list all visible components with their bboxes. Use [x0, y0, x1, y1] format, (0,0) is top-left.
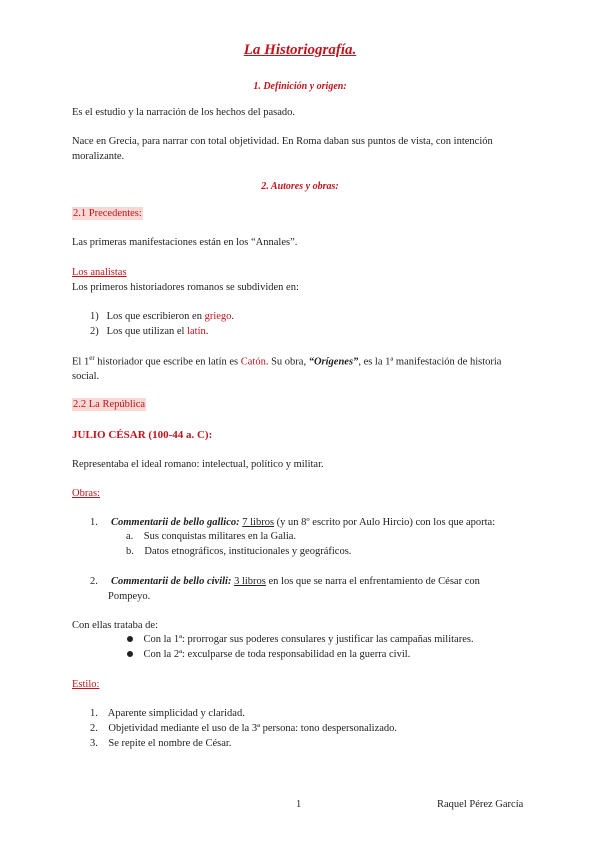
- obras-heading: Obras:: [72, 488, 100, 499]
- author-julio-cesar: JULIO CÉSAR (100-44 a. C):: [72, 429, 213, 441]
- caton-text-mid2: . Su obra,: [265, 356, 309, 368]
- estilo-item-1: [90, 707, 546, 722]
- estilo-heading: Estilo:: [72, 679, 100, 690]
- bullet-prefix: Con la 1ª:: [143, 634, 188, 645]
- estilo-item-3: [90, 737, 546, 752]
- list-text-end: .: [205, 326, 209, 337]
- list-number: 1.: [90, 708, 98, 719]
- analistas-text: Los primeros historiadores romanos se subdividen en:: [72, 282, 299, 293]
- subsection-republica: [72, 398, 528, 413]
- list-number: 2): [90, 326, 99, 337]
- bullet-text: prorrogar sus poderes consulares y justificar las campañas militares.: [187, 634, 474, 645]
- estilo-item-2: [90, 722, 546, 737]
- con-ellas-text: Con ellas trataba de:: [72, 620, 159, 631]
- republica-heading: 2.2 La República: [73, 399, 146, 410]
- list-text: Objetividad mediante el uso de la 3ª persona: tono despersonalizado.: [108, 723, 398, 734]
- list-number: 1.: [90, 517, 98, 528]
- subsection-precedentes: [72, 207, 528, 222]
- sub-number: a.: [126, 531, 134, 542]
- list-text-end: .: [231, 311, 235, 322]
- footer-author: Raquel Pérez García: [437, 799, 524, 810]
- obra-1-sub-a: [126, 530, 582, 545]
- page-title: La Historiografía.: [243, 42, 357, 58]
- section-heading-autores: 2. Autores y obras:: [261, 181, 339, 192]
- sub-text: Datos etnográficos, institucionales y geográficos.: [144, 546, 352, 557]
- bullet-prefix: Con la 2ª:: [143, 649, 188, 660]
- precedentes-paragraph: Las primeras manifestaciones están en los “Annales”.: [72, 237, 298, 248]
- list-text: Aparente simplicidad y claridad.: [107, 708, 245, 719]
- analistas-list-item-2: [90, 325, 546, 340]
- obra-text: en los que se narra el enfrentamiento de César con: [265, 576, 480, 587]
- precedentes-heading: 2.1 Precedentes:: [73, 208, 142, 219]
- list-number: 3.: [90, 738, 98, 749]
- purpose-bullet-1: [127, 633, 583, 648]
- obra-title: Commentarii de bello civili:: [111, 576, 232, 587]
- list-number: 2.: [90, 723, 98, 734]
- bullet-icon: [127, 651, 133, 657]
- sub-text: Sus conquistas militares en la Galia.: [143, 531, 297, 542]
- analistas-list-item-1: [90, 310, 546, 325]
- obra-item-2-continued: Pompeyo.: [108, 591, 151, 602]
- intro-paragraph-2: Nace en Grecia, para narrar con total objetividad. En Roma daban sus puntos de vista, con intención moralizante.: [72, 136, 493, 162]
- obra-1-sub-b: [126, 545, 582, 560]
- obra-text: (y un 8º escrito por Aulo Hircio) con los que aporta:: [274, 517, 496, 528]
- list-emphasis: griego: [204, 311, 232, 322]
- list-number: 2.: [90, 576, 98, 587]
- caton-work: “Orígenes”: [308, 356, 359, 368]
- caton-paragraph: [72, 354, 528, 385]
- analistas-heading: Los analistas: [72, 267, 127, 278]
- caton-text-mid: historiador que escribe en latín es: [94, 356, 241, 368]
- bullet-icon: [127, 636, 133, 642]
- page-number: 1: [296, 799, 302, 810]
- list-number: 1): [90, 311, 99, 322]
- purpose-bullet-2: [127, 648, 583, 663]
- obra-title: Commentarii de bello gallico:: [111, 517, 240, 528]
- section-heading-definicion: 1. Definición y origen:: [253, 81, 347, 92]
- bullet-text: exculparse de toda responsabilidad en la guerra civil.: [187, 649, 411, 660]
- list-text: Los que escribieron en: [106, 311, 205, 322]
- caton-text-post: , es la 1ª manifestación de historia social.: [72, 356, 502, 383]
- list-text: Se repite el nombre de César.: [108, 738, 232, 749]
- obra-item-1: [90, 516, 530, 531]
- caton-text: El 1: [72, 356, 90, 368]
- caton-sup: er: [89, 354, 95, 362]
- sub-number: b.: [126, 546, 134, 557]
- list-text: Los que utilizan el: [106, 326, 188, 337]
- intro-paragraph-1: Es el estudio y la narración de los hechos del pasado.: [72, 107, 296, 118]
- obra-item-2: [90, 575, 530, 590]
- obra-books: 7 libros: [242, 517, 275, 528]
- cesar-description: Representaba el ideal romano: intelectual, político y militar.: [72, 459, 324, 470]
- obra-books: 3 libros: [234, 576, 266, 587]
- list-emphasis: latín: [187, 326, 206, 337]
- caton-name: Catón: [240, 356, 266, 368]
